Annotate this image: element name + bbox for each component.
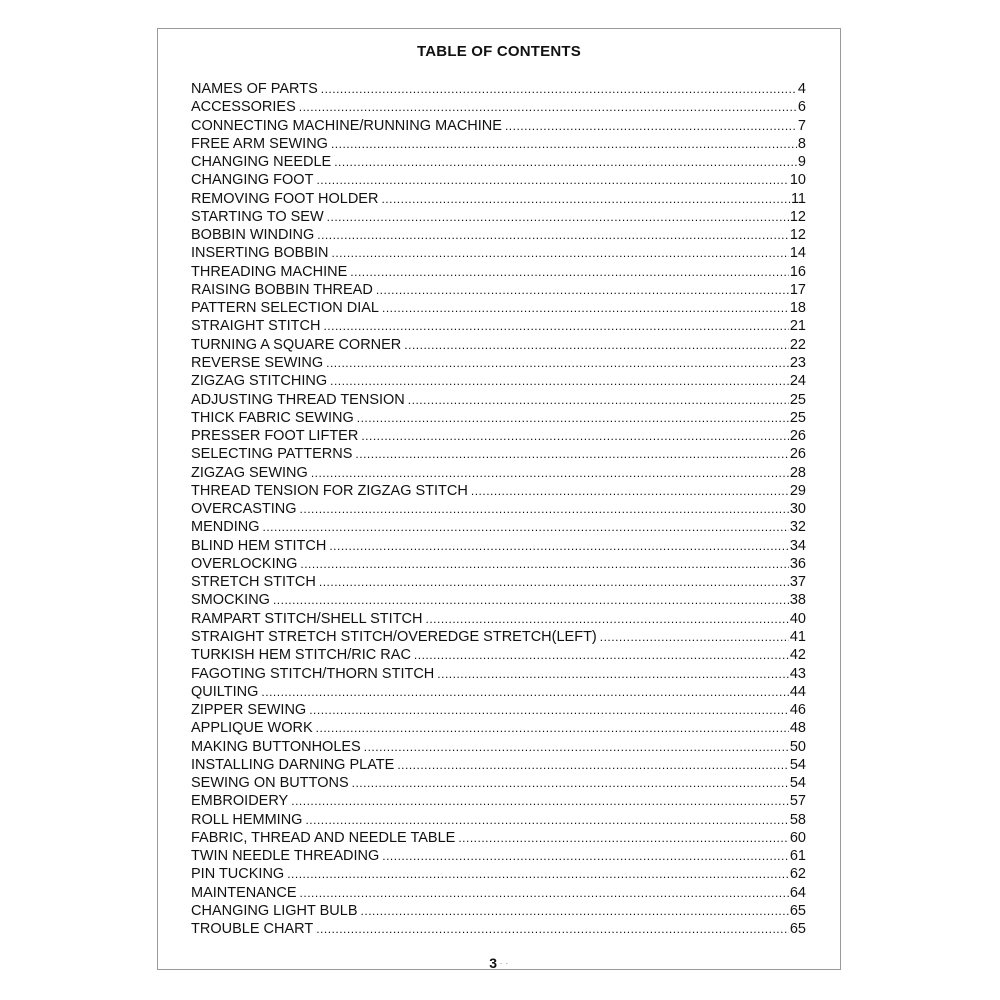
toc-dot-leader [381,190,789,208]
toc-entry-page: 34 [789,537,806,554]
toc-dot-leader [323,317,788,335]
toc-entry [191,427,806,445]
toc-dot-leader [316,920,789,938]
toc-entry-label: RAISING BOBBIN THREAD [191,281,373,298]
toc-dot-leader [329,537,789,555]
toc-entry-label: REVERSE SEWING [191,354,324,371]
toc-entry-label: PATTERN SELECTION DIAL [191,300,379,317]
toc-entry-page: 46 [789,702,806,719]
toc-entry-label: TURKISH HEM STITCH/RIC RAC [191,647,411,664]
toc-entry-page: 54 [789,775,806,792]
toc-entry-label: NAMES OF PARTS [191,81,318,97]
toc-entry-label: FABRIC, THREAD AND NEEDLE TABLE [191,829,456,846]
toc-dot-leader [350,263,789,281]
toc-dot-leader [317,226,789,244]
toc-entry-label: MAKING BUTTONHOLES [191,738,361,755]
toc-dot-leader [408,391,789,409]
toc-entry [191,244,806,262]
toc-entry-page: 21 [789,318,806,335]
toc-entry-page: 4 [797,81,806,97]
toc-entry-page: 42 [789,647,806,664]
toc-entry-label: MAINTENANCE [191,884,297,901]
toc-entry [191,628,806,646]
toc-entry-page: 32 [789,519,806,536]
toc-entry-page: 23 [789,354,806,371]
toc-entry-label: INSERTING BOBBIN [191,245,329,262]
toc-entry [191,774,806,792]
toc-entry-label: ADJUSTING THREAD TENSION [191,391,405,408]
toc-entry [191,98,806,116]
toc-entry [191,829,806,847]
toc-entry-page: 28 [789,464,806,481]
toc-entry [191,902,806,920]
toc-entry-label: FREE ARM SEWING [191,135,328,152]
toc-entry-page: 61 [789,848,806,865]
toc-entry-label: OVERCASTING [191,501,297,518]
toc-entry-page: 36 [789,555,806,572]
toc-entry-label: TWIN NEEDLE THREADING [191,848,380,865]
toc-entry-page: 65 [789,921,806,938]
toc-entry [191,591,806,609]
toc-entry [191,610,806,628]
toc-entry [191,573,806,591]
toc-entry [191,884,806,902]
toc-entry-label: ZIPPER SEWING [191,702,307,719]
toc-entry [191,80,806,98]
toc-entry [191,792,806,810]
toc-entry-label: SEWING ON BUTTONS [191,775,349,792]
toc-dot-leader [334,153,797,171]
toc-dot-leader [600,628,789,646]
toc-dot-leader [261,683,788,701]
toc-entry [191,920,806,938]
toc-dot-leader [426,610,789,628]
toc-dot-leader [471,482,789,500]
toc-entry-label: APPLIQUE WORK [191,720,313,737]
toc-dot-leader [316,719,789,737]
toc-entry-label: STARTING TO SEW [191,208,324,225]
toc-entry [191,537,806,555]
toc-entry-page: 9 [797,154,806,171]
toc-dot-leader [364,738,789,756]
toc-entry-label: STRETCH STITCH [191,574,316,591]
toc-entry-page: 7 [797,117,806,134]
toc-entry-page: 22 [789,336,806,353]
toc-entry-page: 6 [797,99,806,116]
toc-dot-leader [300,555,789,573]
toc-entry [191,354,806,372]
toc-entry-label: OVERLOCKING [191,555,298,572]
toc-dot-leader [309,701,789,719]
toc-entry-page: 41 [789,628,806,645]
toc-entry-page: 43 [789,665,806,682]
toc-list [191,80,806,938]
toc-entry [191,391,806,409]
toc-entry-label: TROUBLE CHART [191,921,314,938]
toc-entry-page: 62 [789,866,806,883]
toc-entry [191,464,806,482]
toc-entry-page: 25 [789,391,806,408]
toc-entry [191,117,806,135]
toc-dot-leader [273,591,789,609]
toc-dot-leader [382,299,789,317]
toc-entry-label: ACCESSORIES [191,99,296,116]
toc-entry-page: 24 [789,373,806,390]
toc-entry [191,171,806,189]
toc-entry-label: QUILTING [191,683,259,700]
toc-entry [191,226,806,244]
toc-entry-page: 10 [789,172,806,189]
toc-entry [191,555,806,573]
toc-entry-label: EMBROIDERY [191,793,289,810]
toc-entry-page: 14 [789,245,806,262]
toc-entry [191,811,806,829]
toc-entry-label: ROLL HEMMING [191,811,303,828]
toc-entry-page: 58 [789,811,806,828]
toc-dot-leader [331,135,797,153]
toc-entry [191,719,806,737]
toc-dot-leader [299,98,797,116]
page-number-value: 3 [489,955,498,971]
toc-entry-page: 11 [790,190,806,207]
toc-dot-leader [357,409,789,427]
toc-dot-leader [326,354,789,372]
toc-entry [191,317,806,335]
toc-entry [191,372,806,390]
toc-entry [191,445,806,463]
toc-entry-page: 16 [789,263,806,280]
toc-dot-leader [300,500,789,518]
toc-entry-label: REMOVING FOOT HOLDER [191,190,379,207]
toc-dot-leader [327,208,789,226]
toc-dot-leader [305,811,788,829]
toc-entry [191,738,806,756]
toc-dot-leader [316,171,788,189]
toc-dot-leader [361,902,789,920]
toc-dot-leader [355,445,788,463]
toc-entry [191,153,806,171]
toc-entry [191,336,806,354]
toc-entry [191,865,806,883]
toc-dot-leader [404,336,789,354]
toc-entry [191,135,806,153]
toc-entry-label: SMOCKING [191,592,270,609]
toc-entry [191,683,806,701]
toc-entry-page: 65 [789,902,806,919]
toc-entry-page: 60 [789,829,806,846]
toc-dot-leader [262,518,788,536]
toc-dot-leader [376,281,789,299]
toc-entry-label: CHANGING LIGHT BULB [191,902,358,919]
toc-entry-page: 26 [789,428,806,445]
toc-dot-leader [330,372,789,390]
page-number-marks: - - [500,961,509,968]
toc-entry-page: 18 [789,300,806,317]
toc-entry-label: TURNING A SQUARE CORNER [191,336,402,353]
toc-entry-page: 8 [797,135,806,152]
toc-dot-leader [300,884,789,902]
toc-entry [191,646,806,664]
toc-entry-label: CHANGING FOOT [191,172,314,189]
toc-entry [191,263,806,281]
toc-entry-page: 25 [789,409,806,426]
toc-entry-page: 40 [789,610,806,627]
toc-entry [191,701,806,719]
toc-entry-label: THREADING MACHINE [191,263,348,280]
toc-entry-page: 37 [789,574,806,591]
toc-dot-leader [321,80,797,98]
toc-entry-label: SELECTING PATTERNS [191,446,353,463]
toc-entry [191,281,806,299]
toc-entry [191,208,806,226]
toc-entry-label: THICK FABRIC SEWING [191,409,354,426]
toc-entry-label: INSTALLING DARNING PLATE [191,756,395,773]
toc-dot-leader [291,792,789,810]
toc-dot-leader [319,573,789,591]
toc-entry [191,190,806,208]
toc-entry-label: THREAD TENSION FOR ZIGZAG STITCH [191,482,468,499]
toc-entry-page: 12 [789,227,806,244]
toc-dot-leader [397,756,789,774]
page-title: TABLE OF CONTENTS [417,43,581,60]
toc-entry-label: STRAIGHT STRETCH STITCH/OVEREDGE STRETCH(LEFT) [191,628,597,645]
toc-entry [191,665,806,683]
toc-entry-page: 54 [789,756,806,773]
toc-entry-label: MENDING [191,519,260,536]
toc-entry-page: 26 [789,446,806,463]
toc-dot-leader [414,646,789,664]
toc-entry-page: 64 [789,884,806,901]
toc-entry [191,518,806,536]
toc-dot-leader [505,117,797,135]
toc-entry [191,482,806,500]
toc-entry-page: 50 [789,738,806,755]
toc-entry-label: STRAIGHT STITCH [191,318,321,335]
toc-dot-leader [458,829,789,847]
toc-entry-page: 30 [789,501,806,518]
toc-entry [191,299,806,317]
toc-entry [191,847,806,865]
toc-dot-leader [311,464,789,482]
toc-entry-label: FAGOTING STITCH/THORN STITCH [191,665,435,682]
toc-entry-label: CHANGING NEEDLE [191,154,332,171]
toc-entry-page: 12 [789,208,806,225]
toc-entry-label: ZIGZAG SEWING [191,464,308,481]
toc-entry-label: CONNECTING MACHINE/RUNNING MACHINE [191,117,502,134]
toc-entry [191,409,806,427]
toc-entry-page: 38 [789,592,806,609]
page-number [158,955,840,971]
toc-entry-label: RAMPART STITCH/SHELL STITCH [191,610,423,627]
toc-entry-page: 44 [789,683,806,700]
toc-entry-page: 17 [789,281,806,298]
toc-entry-label: PRESSER FOOT LIFTER [191,428,359,445]
toc-entry [191,756,806,774]
toc-entry-label: BLIND HEM STITCH [191,537,327,554]
document-page [157,28,841,970]
toc-dot-leader [382,847,789,865]
toc-dot-leader [287,865,789,883]
toc-entry [191,500,806,518]
toc-entry-page: 29 [789,482,806,499]
toc-entry-label: ZIGZAG STITCHING [191,373,328,390]
toc-dot-leader [332,244,789,262]
toc-entry-page: 57 [789,793,806,810]
toc-dot-leader [437,665,789,683]
toc-entry-label: PIN TUCKING [191,866,285,883]
toc-entry-label: BOBBIN WINDING [191,227,315,244]
toc-entry-page: 48 [789,720,806,737]
toc-dot-leader [361,427,789,445]
toc-dot-leader [352,774,789,792]
